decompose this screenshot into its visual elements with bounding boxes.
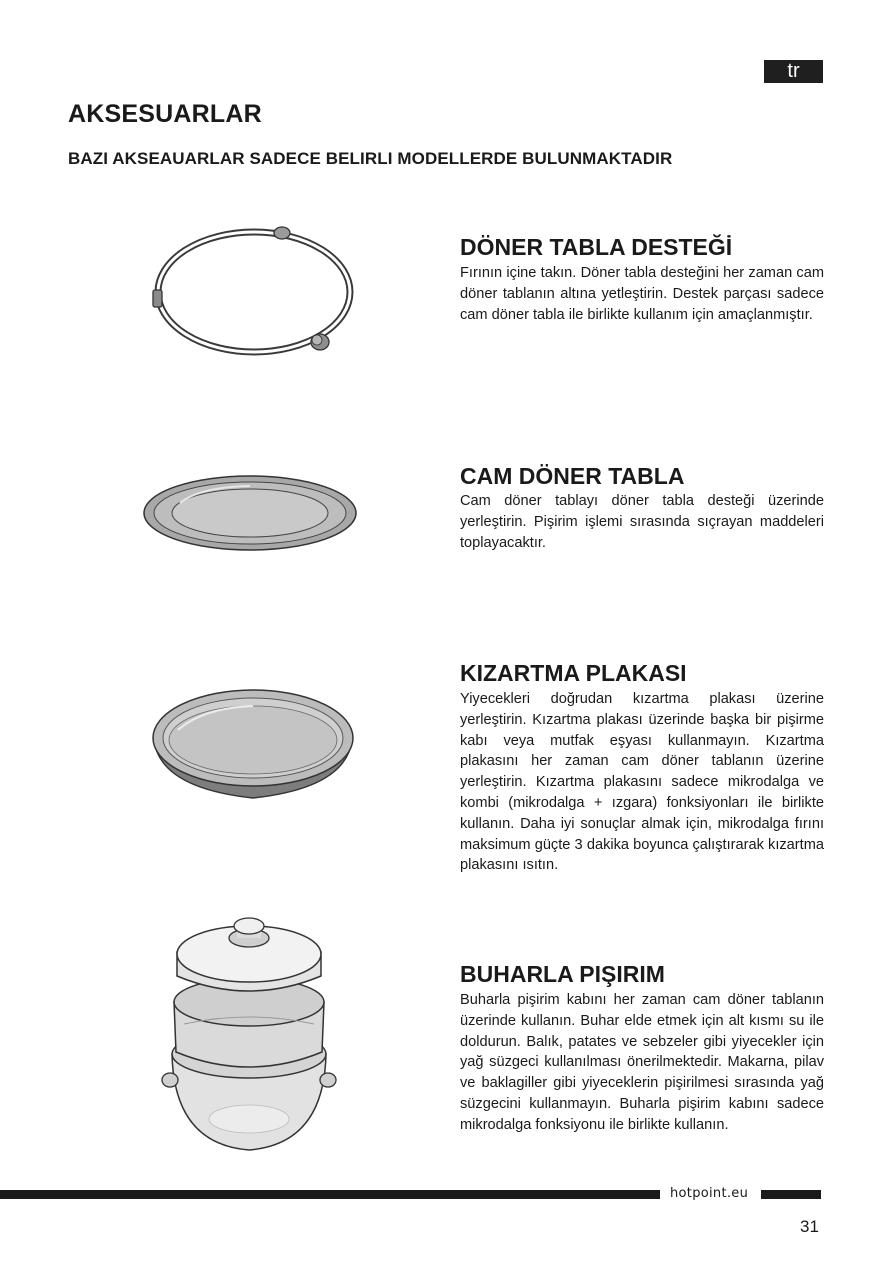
footer-rule-left xyxy=(0,1190,660,1199)
turntable-support-icon xyxy=(148,222,362,358)
section-body-steamer: Buharla pişirim kabını her zaman cam döner tablanın üzerinde kullanın. Buhar elde etmek için alt kısmı su ile doldurun. Balık, patates ve sebzeler gibi yiyecekler için yağ süzgeci kullanılması önerilmektedir. Makarna, pilav ve baklagiller gibi yiyeceklerin pişirilmesi sırasında yağ süzgecini kullanmayın. Buharla pişirim kabını sadece mikrodalga fonksiyonu ile birlikte kullanın. xyxy=(460,992,824,1133)
section-body-glass-turntable: Cam döner tablayı döner tabla desteği üzerinde yerleştirin. Pişirim işlemi sırasında sıçrayan maddeleri toplayacaktır. xyxy=(460,493,824,551)
section-body-crisp-plate: Yiyecekleri doğrudan kızartma plakası üzerine yerleştirin. Kızartma plakası üzerinde başka bir pişirme kabı veya mutfak eşyası kullanmayın. Kızartma plakasını her zaman cam döner tablanın üzerine yerleştirin. Kızartma plakasını sadece mikrodalga ve kombi (mikrodalga + ızgara) fonksiyonları ile birlikte kullanın. Daha iyi sonuçlar almak için, mikrodalga fırını maksimum güçte 3 dakika boyunca çalıştırarak kızartma plakasını ısıtın. xyxy=(460,691,824,874)
footer-rule-right xyxy=(761,1190,821,1199)
steamer-icon xyxy=(160,914,338,1158)
section-body-turntable-support: Fırının içine takın. Döner tabla desteğini her zaman cam döner tablanın altına yetleştirin. Destek parçası sadece cam döner tabla ile birlikte kullanım için amaçlanmıştır. xyxy=(460,265,824,323)
page-number: 31 xyxy=(800,1217,819,1236)
crisp-plate-icon xyxy=(148,680,358,804)
section-title-crisp-plate: KIZARTMA PLAKASI xyxy=(460,660,687,686)
glass-turntable-icon xyxy=(140,473,360,555)
section-title-steamer: BUHARLA PIŞIRIM xyxy=(460,961,665,987)
section-title-glass-turntable: CAM DÖNER TABLA xyxy=(460,463,685,489)
footer-brand: hotpoint.eu xyxy=(670,1186,749,1201)
page-title: AKSESUARLAR xyxy=(68,100,262,128)
page-subtitle: BAZI AKSEAUARLAR SADECE BELIRLI MODELLERDE BULUNMAKTADIR xyxy=(68,149,673,168)
section-title-turntable-support: DÖNER TABLA DESTEĞİ xyxy=(460,234,733,260)
language-tab: tr xyxy=(764,60,823,83)
